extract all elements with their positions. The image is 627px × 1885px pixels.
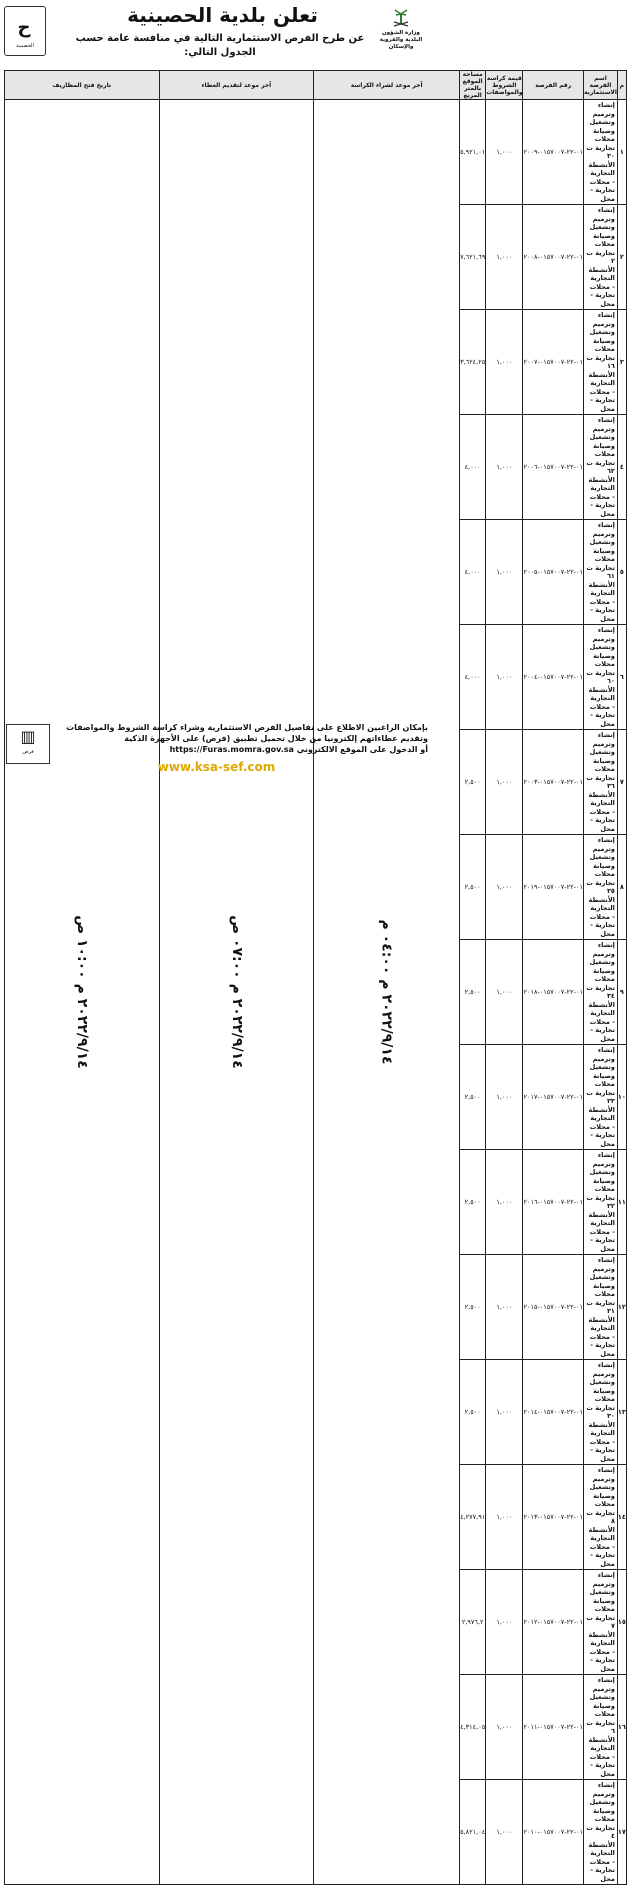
cell-conditions-fee: ١,٠٠٠ — [486, 520, 523, 625]
cell-no: ١١ — [617, 1150, 626, 1255]
cell-name: إنشاء وترميم وتشغيل وصيانة محلات تجارية ت ٣٣ الأنشطة التجارية - محلات تجارية - محل — [583, 1045, 617, 1150]
cell-area: ٢,٩٧٦,٢ — [460, 1570, 486, 1675]
cell-name: إنشاء وترميم وتشغيل وصيانة محلات تجارية ت ٧ الأنشطة التجارية - محلات تجارية - محل — [583, 1570, 617, 1675]
page-title: تعلن بلدية الحصينية — [127, 3, 318, 27]
col-header-no: م — [617, 71, 626, 100]
cell-number: ٠١-٢٢-٠١٥٧٠٠٧-٢٠١٧ — [523, 1045, 583, 1150]
cell-name: إنشاء وترميم وتشغيل وصيانة محلات تجارية ت ٣٤ الأنشطة التجارية - محلات تجارية - محل — [583, 940, 617, 1045]
cell-number: ٠١-٢٢-٠١٥٧٠٠٧-٢٠٠٤ — [523, 625, 583, 730]
ministry-logo — [373, 6, 429, 60]
cell-submit-deadline — [159, 100, 314, 1885]
cell-number: ٠١-٢٢-٠١٥٧٠٠٧-٢٠١١ — [523, 1675, 583, 1780]
cell-number: ٠١-٢٢-٠١٥٧٠٠٧-٢٠١٤ — [523, 1360, 583, 1465]
cell-name: إنشاء وترميم وتشغيل وصيانة محلات تجارية ت ١٦ الأنشطة التجارية - محلات تجارية - محل — [583, 310, 617, 415]
cell-area: ٢,٥٠٠ — [460, 1360, 486, 1465]
cell-area: ٢,٥٠٠ — [460, 940, 486, 1045]
furas-logo-text: فرص — [22, 749, 34, 755]
page-subtitle: عن طرح الفرص الاستثمارية التالية في منافسة عامة حسب الجدول التالي: — [75, 33, 365, 58]
cell-conditions-fee: ١,٠٠٠ — [486, 310, 523, 415]
cell-conditions-fee: ١,٠٠٠ — [486, 415, 523, 520]
cell-area: ٥,٨٢١,٠٤ — [460, 1780, 486, 1885]
cell-area: ٢,٥٠٠ — [460, 1255, 486, 1360]
cell-open-date — [5, 100, 160, 1885]
cell-no: ٢ — [617, 205, 626, 310]
cell-no: ٧ — [617, 730, 626, 835]
cell-area: ٢,٥٠٠ — [460, 835, 486, 940]
cell-conditions-fee: ١,٠٠٠ — [486, 1465, 523, 1570]
col-header-number: رقم الفرصة — [523, 71, 583, 100]
col-header-open-date: تاريخ فتح المظاريف — [5, 71, 160, 100]
cell-area: ٢,٥٠٠ — [460, 1150, 486, 1255]
cell-area: ٤,٢٧٧,٩١ — [460, 1465, 486, 1570]
cell-area: ٤,٠٠٠ — [460, 625, 486, 730]
cell-number: ٠١-٢٢-٠١٥٧٠٠٧-٢٠١٠ — [523, 1780, 583, 1885]
cell-number: ٠١-٢٢-٠١٥٧٠٠٧-٢٠٠٦ — [523, 415, 583, 520]
cell-conditions-fee: ١,٠٠٠ — [486, 730, 523, 835]
cell-conditions-fee: ١,٠٠٠ — [486, 1570, 523, 1675]
cell-no: ١٥ — [617, 1570, 626, 1675]
cell-name: إنشاء وترميم وتشغيل وصيانة محلات تجارية ت ٦ الأنشطة التجارية - محلات تجارية - محل — [583, 1675, 617, 1780]
cell-area: ٢,٥٠٠ — [460, 730, 486, 835]
cell-number: ٠١-٢٢-٠١٥٧٠٠٧-٢٠١٦ — [523, 1150, 583, 1255]
cell-submit-deadline-text: ٢٠٢٢/٩/١٤ م ٠٧:٠٠ ص — [228, 915, 245, 1069]
cell-no: ٩ — [617, 940, 626, 1045]
cell-no: ٦ — [617, 625, 626, 730]
cell-name: إنشاء وترميم وتشغيل وصيانة محلات تجارية ت ٢ الأنشطة التجارية - محلات تجارية - محل — [583, 205, 617, 310]
cell-no: ١٦ — [617, 1675, 626, 1780]
cell-name: إنشاء وترميم وتشغيل وصيانة محلات تجارية ت ٣١ الأنشطة التجارية - محلات تجارية - محل — [583, 1255, 617, 1360]
table-header-row — [5, 71, 627, 100]
cell-area: ٧,٦٢١,٦٩ — [460, 205, 486, 310]
municipality-logo-text: الحصينية — [16, 43, 34, 49]
cell-name: إنشاء وترميم وتشغيل وصيانة محلات تجارية ت ٦٠ الأنشطة التجارية - محلات تجارية - محل — [583, 625, 617, 730]
cell-no: ١٤ — [617, 1465, 626, 1570]
cell-conditions-fee: ١,٠٠٠ — [486, 1255, 523, 1360]
col-header-submit-deadline: آخر موعد لتقديم العطاء — [159, 71, 314, 100]
footer-text — [52, 722, 428, 755]
table-row — [5, 100, 627, 205]
cell-conditions-fee: ١,٠٠٠ — [486, 1780, 523, 1885]
cell-number: ٠١-٢٢-٠١٥٧٠٠٧-٢٠٠٨ — [523, 205, 583, 310]
cell-conditions-fee: ١,٠٠٠ — [486, 1675, 523, 1780]
cell-area: ٤,٣١٤,٠٥ — [460, 1675, 486, 1780]
cell-area: ٢,٥٠٠ — [460, 1045, 486, 1150]
cell-no: ١٠ — [617, 1045, 626, 1150]
cell-conditions-fee: ١,٠٠٠ — [486, 940, 523, 1045]
cell-number: ٠١-٢٢-٠١٥٧٠٠٧-٢٠١٢ — [523, 1570, 583, 1675]
cell-name: إنشاء وترميم وتشغيل وصيانة محلات تجارية ت ٨ الأنشطة التجارية - محلات تجارية - محل — [583, 1465, 617, 1570]
cell-no: ١٢ — [617, 1255, 626, 1360]
cell-name: إنشاء وترميم وتشغيل وصيانة محلات تجارية ت ٣٦ الأنشطة التجارية - محلات تجارية - محل — [583, 730, 617, 835]
cell-conditions-fee: ١,٠٠٠ — [486, 1045, 523, 1150]
footer-line-1: بإمكان الراغبين الاطلاع على تفاصيل الفرص الاستثمارية وشراء كراسة الشروط والمواصفات — [66, 723, 428, 732]
cell-name: إنشاء وترميم وتشغيل وصيانة محلات تجارية ت ٤ الأنشطة التجارية - محلات تجارية - محل — [583, 1780, 617, 1885]
cell-name: إنشاء وترميم وتشغيل وصيانة محلات تجارية ت ٣٥ الأنشطة التجارية - محلات تجارية - محل — [583, 835, 617, 940]
watermark: www.ksa-sef.com — [157, 760, 276, 774]
cell-no: ١ — [617, 100, 626, 205]
cell-conditions-fee: ١,٠٠٠ — [486, 625, 523, 730]
col-header-buy-deadline: آخر موعد لشراء الكراسة — [314, 71, 460, 100]
cell-name: إنشاء وترميم وتشغيل وصيانة محلات تجارية ت ٣٠ الأنشطة التجارية - محلات تجارية - محل — [583, 100, 617, 205]
municipality-logo-mark-icon: ح — [17, 17, 31, 38]
opportunities-table — [4, 70, 627, 1885]
cell-conditions-fee: ١,٠٠٠ — [486, 205, 523, 310]
cell-conditions-fee: ١,٠٠٠ — [486, 835, 523, 940]
furas-logo-mark-icon: ▥ — [20, 727, 36, 746]
cell-name: إنشاء وترميم وتشغيل وصيانة محلات تجارية ت ٦١ الأنشطة التجارية - محلات تجارية - محل — [583, 520, 617, 625]
cell-name: إنشاء وترميم وتشغيل وصيانة محلات تجارية ت ٣٢ الأنشطة التجارية - محلات تجارية - محل — [583, 1150, 617, 1255]
cell-no: ٤ — [617, 415, 626, 520]
cell-conditions-fee: ١,٠٠٠ — [486, 1360, 523, 1465]
ministry-logo-text: وزارة الشؤون البلدية والقروية والإسكان — [379, 30, 423, 50]
cell-buy-deadline — [314, 100, 460, 1885]
cell-no: ٣ — [617, 310, 626, 415]
cell-number: ٠١-٢٢-٠١٥٧٠٠٧-٢٠٠٩ — [523, 100, 583, 205]
municipality-logo — [4, 6, 46, 56]
cell-area: ٤,٠٠٠ — [460, 520, 486, 625]
footer-line-2: وتقديم عطاءاتهم إلكترونيا من خلال تحميل تطبيق (فرص) على الأجهزة الذكية — [124, 734, 428, 743]
cell-no: ١٣ — [617, 1360, 626, 1465]
cell-number: ٠١-٢٢-٠١٥٧٠٠٧-٢٠٠٥ — [523, 520, 583, 625]
col-header-area: مساحة الموقع بالمتر المربع — [460, 71, 486, 100]
cell-no: ٨ — [617, 835, 626, 940]
cell-number: ٠١-٢٢-٠١٥٧٠٠٧-٢٠١٨ — [523, 940, 583, 1045]
cell-conditions-fee: ١,٠٠٠ — [486, 100, 523, 205]
col-header-conditions-fee: قيمة كراسة الشروط والمواصفات — [486, 71, 523, 100]
cell-conditions-fee: ١,٠٠٠ — [486, 1150, 523, 1255]
col-header-name: اسم الفرصة الاستثمارية — [583, 71, 617, 100]
cell-no: ٥ — [617, 520, 626, 625]
palm-swords-emblem-icon — [391, 8, 411, 28]
cell-number: ٠١-٢٢-٠١٥٧٠٠٧-٢٠٠٧ — [523, 310, 583, 415]
cell-name: إنشاء وترميم وتشغيل وصيانة محلات تجارية ت ٦٢ الأنشطة التجارية - محلات تجارية - محل — [583, 415, 617, 520]
furas-logo — [6, 724, 50, 764]
cell-area: ٤,٠٠٠ — [460, 415, 486, 520]
cell-number: ٠١-٢٢-٠١٥٧٠٠٧-٢٠١٩ — [523, 835, 583, 940]
footer-line-3: أو الدخول على الموقع الالكتروني https://Furas.momra.gov.sa — [169, 745, 428, 754]
cell-number: ٠١-٢٢-٠١٥٧٠٠٧-٢٠١٥ — [523, 1255, 583, 1360]
cell-number: ٠١-٢٢-٠١٥٧٠٠٧-٢٠١٣ — [523, 1465, 583, 1570]
header — [0, 0, 433, 70]
cell-buy-deadline-text: ٢٠٢٢/٩/١٤ م ٠٤:٠٠ م — [378, 919, 395, 1065]
cell-name: إنشاء وترميم وتشغيل وصيانة محلات تجارية ت ٣٠ الأنشطة التجارية - محلات تجارية - محل — [583, 1360, 617, 1465]
cell-open-date-text: ٢٠٢٢/٩/١٤ م ١٠:٠٠ ص — [73, 915, 90, 1069]
cell-number: ٠١-٢٢-٠١٥٧٠٠٧-٢٠٠٣ — [523, 730, 583, 835]
cell-area: ٣,٦٢٤,٢٥ — [460, 310, 486, 415]
cell-area: ٥,٩٢١,٠١ — [460, 100, 486, 205]
cell-no: ١٧ — [617, 1780, 626, 1885]
